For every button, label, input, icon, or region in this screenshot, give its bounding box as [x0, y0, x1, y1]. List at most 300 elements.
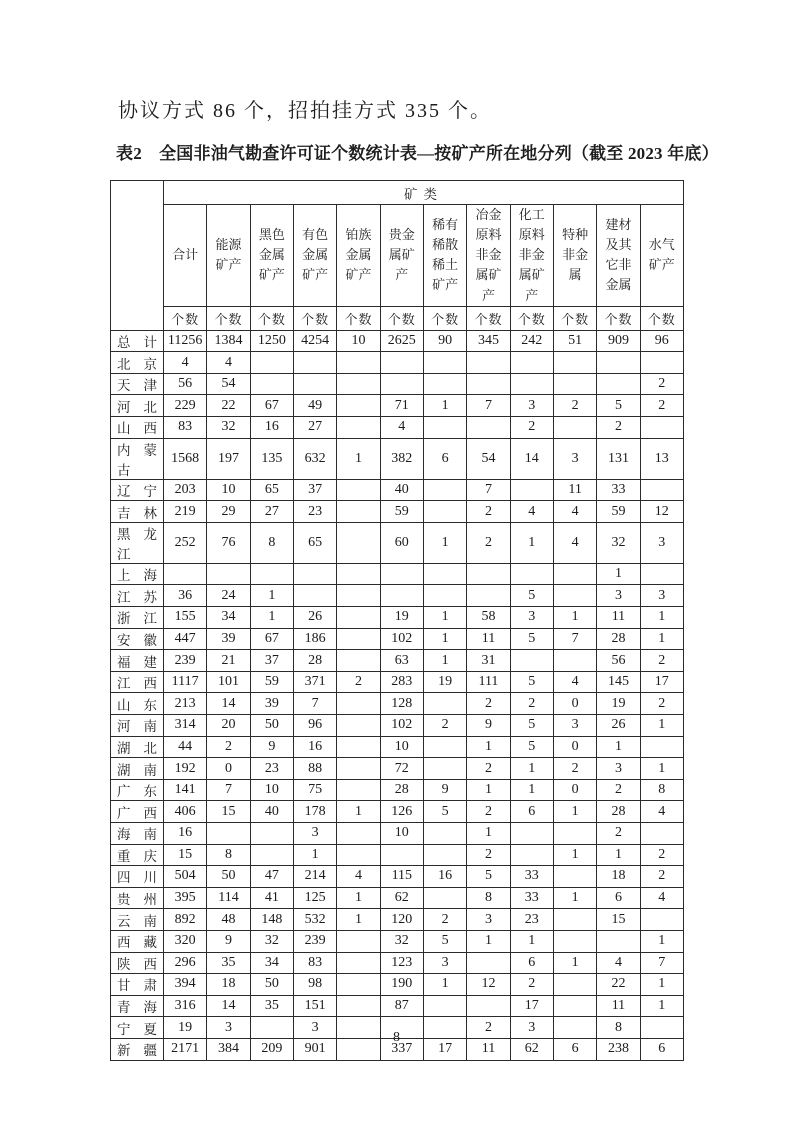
- unit-label: 个数: [553, 306, 596, 330]
- data-cell: [510, 479, 553, 501]
- data-cell: 65: [250, 479, 293, 501]
- data-cell: 17: [423, 1038, 466, 1060]
- data-cell: [337, 974, 380, 996]
- data-cell: 14: [207, 693, 250, 715]
- data-cell: 13: [640, 438, 683, 479]
- data-cell: 4: [597, 952, 640, 974]
- unit-label: 个数: [380, 306, 423, 330]
- column-header-2: 黑色金属矿产: [250, 205, 293, 307]
- data-cell: 14: [510, 438, 553, 479]
- data-cell: [423, 563, 466, 585]
- data-cell: 27: [250, 501, 293, 523]
- data-cell: 135: [250, 438, 293, 479]
- data-cell: [337, 373, 380, 395]
- data-cell: 76: [207, 522, 250, 563]
- data-cell: [467, 952, 510, 974]
- region-label: 湖北: [111, 736, 164, 758]
- data-cell: [553, 995, 596, 1017]
- data-cell: 11256: [164, 330, 207, 352]
- table-row: [111, 974, 684, 996]
- unit-label: 个数: [597, 306, 640, 330]
- paragraph-text: 协议方式 86 个，招拍挂方式 335 个。: [118, 100, 492, 122]
- data-cell: 337: [380, 1038, 423, 1060]
- data-cell: 3: [640, 585, 683, 607]
- data-cell: 2: [467, 758, 510, 780]
- data-cell: 394: [164, 974, 207, 996]
- data-cell: [293, 563, 336, 585]
- data-cell: 2: [467, 844, 510, 866]
- data-cell: 18: [597, 866, 640, 888]
- data-cell: 102: [380, 628, 423, 650]
- data-cell: [553, 585, 596, 607]
- data-cell: [250, 373, 293, 395]
- unit-label: 个数: [510, 306, 553, 330]
- table-row: [111, 887, 684, 909]
- data-cell: 11: [597, 995, 640, 1017]
- region-label: 浙江: [111, 607, 164, 629]
- data-cell: 33: [510, 887, 553, 909]
- data-cell: 5: [467, 866, 510, 888]
- data-cell: 1: [467, 822, 510, 844]
- data-cell: [164, 563, 207, 585]
- data-cell: 229: [164, 395, 207, 417]
- data-cell: 10: [250, 779, 293, 801]
- data-cell: 41: [250, 887, 293, 909]
- data-cell: 18: [207, 974, 250, 996]
- data-cell: 59: [597, 501, 640, 523]
- data-cell: 23: [510, 909, 553, 931]
- data-cell: 3: [510, 607, 553, 629]
- data-cell: 75: [293, 779, 336, 801]
- data-cell: 56: [164, 373, 207, 395]
- table-row: [111, 801, 684, 823]
- table-row: [111, 650, 684, 672]
- data-cell: 1: [423, 522, 466, 563]
- data-cell: [250, 844, 293, 866]
- data-cell: 10: [207, 479, 250, 501]
- data-cell: 1: [293, 844, 336, 866]
- data-cell: 96: [640, 330, 683, 352]
- data-cell: 3: [597, 758, 640, 780]
- data-cell: [423, 417, 466, 439]
- data-cell: 87: [380, 995, 423, 1017]
- data-cell: 447: [164, 628, 207, 650]
- data-cell: [423, 758, 466, 780]
- data-cell: 6: [510, 801, 553, 823]
- data-cell: [597, 352, 640, 374]
- data-cell: 384: [207, 1038, 250, 1060]
- data-cell: [337, 930, 380, 952]
- data-cell: [467, 373, 510, 395]
- data-cell: 7: [293, 693, 336, 715]
- data-cell: 2: [597, 417, 640, 439]
- data-cell: 7: [553, 628, 596, 650]
- data-cell: 32: [250, 930, 293, 952]
- data-cell: [553, 930, 596, 952]
- data-cell: 83: [164, 417, 207, 439]
- data-cell: 15: [164, 844, 207, 866]
- data-cell: 8: [597, 1017, 640, 1039]
- region-label: 甘肃: [111, 974, 164, 996]
- data-cell: 190: [380, 974, 423, 996]
- data-cell: [380, 352, 423, 374]
- data-cell: 50: [207, 866, 250, 888]
- data-cell: 3: [510, 395, 553, 417]
- data-cell: 532: [293, 909, 336, 931]
- data-cell: 3: [207, 1017, 250, 1039]
- data-cell: 4: [337, 866, 380, 888]
- data-cell: 54: [467, 438, 510, 479]
- data-cell: 1: [337, 909, 380, 931]
- data-cell: [423, 501, 466, 523]
- data-cell: 1: [467, 779, 510, 801]
- data-cell: 1384: [207, 330, 250, 352]
- data-cell: [337, 522, 380, 563]
- data-cell: 5: [510, 736, 553, 758]
- data-cell: 33: [510, 866, 553, 888]
- region-label: 宁夏: [111, 1017, 164, 1039]
- table-row: [111, 952, 684, 974]
- data-cell: 3: [293, 822, 336, 844]
- data-cell: 1: [553, 607, 596, 629]
- data-cell: 16: [250, 417, 293, 439]
- table-row: [111, 909, 684, 931]
- data-cell: [337, 628, 380, 650]
- data-cell: 1: [553, 801, 596, 823]
- region-label: 云南: [111, 909, 164, 931]
- data-cell: 1: [337, 438, 380, 479]
- table-row: [111, 373, 684, 395]
- data-cell: [640, 736, 683, 758]
- data-cell: [337, 607, 380, 629]
- data-cell: 125: [293, 887, 336, 909]
- unit-label: 个数: [293, 306, 336, 330]
- data-cell: 155: [164, 607, 207, 629]
- data-cell: 9: [250, 736, 293, 758]
- data-cell: 40: [380, 479, 423, 501]
- data-cell: 632: [293, 438, 336, 479]
- data-cell: [510, 844, 553, 866]
- column-header-10: 建材及其它非金属: [597, 205, 640, 307]
- data-cell: 23: [293, 501, 336, 523]
- data-cell: 11: [467, 1038, 510, 1060]
- data-cell: 209: [250, 1038, 293, 1060]
- data-cell: 1250: [250, 330, 293, 352]
- data-cell: 28: [293, 650, 336, 672]
- data-cell: 72: [380, 758, 423, 780]
- data-cell: [337, 822, 380, 844]
- column-header-3: 有色金属矿产: [293, 205, 336, 307]
- data-cell: 3: [423, 952, 466, 974]
- data-cell: [423, 585, 466, 607]
- data-cell: 65: [293, 522, 336, 563]
- data-cell: 2: [510, 974, 553, 996]
- column-header-row: [111, 205, 684, 307]
- data-cell: 283: [380, 671, 423, 693]
- data-cell: [467, 563, 510, 585]
- data-cell: 90: [423, 330, 466, 352]
- data-cell: 34: [250, 952, 293, 974]
- data-cell: 1: [510, 779, 553, 801]
- data-cell: 2171: [164, 1038, 207, 1060]
- data-cell: 9: [207, 930, 250, 952]
- data-cell: 2: [467, 501, 510, 523]
- data-cell: 2: [553, 758, 596, 780]
- table-row: [111, 736, 684, 758]
- data-cell: [597, 373, 640, 395]
- region-label: 海南: [111, 822, 164, 844]
- data-cell: 21: [207, 650, 250, 672]
- data-cell: [337, 563, 380, 585]
- table-row: [111, 693, 684, 715]
- data-cell: 4: [553, 671, 596, 693]
- region-label: 黑龙江: [111, 522, 164, 563]
- data-cell: [337, 501, 380, 523]
- table-header: [111, 181, 684, 331]
- column-header-8: 化工原料非金属矿产: [510, 205, 553, 307]
- data-cell: 10: [337, 330, 380, 352]
- data-cell: 0: [207, 758, 250, 780]
- data-cell: 2: [597, 779, 640, 801]
- group-header-row: [111, 181, 684, 205]
- data-cell: 6: [423, 438, 466, 479]
- data-cell: 10: [380, 736, 423, 758]
- data-cell: [553, 974, 596, 996]
- data-cell: 83: [293, 952, 336, 974]
- data-cell: 5: [510, 628, 553, 650]
- data-cell: 6: [640, 1038, 683, 1060]
- data-cell: 67: [250, 395, 293, 417]
- data-cell: 214: [293, 866, 336, 888]
- data-cell: [423, 995, 466, 1017]
- data-cell: 320: [164, 930, 207, 952]
- data-cell: [423, 736, 466, 758]
- data-cell: [510, 650, 553, 672]
- data-cell: [207, 822, 250, 844]
- data-cell: 1: [467, 930, 510, 952]
- data-cell: 3: [467, 909, 510, 931]
- data-cell: 11: [597, 607, 640, 629]
- data-cell: 49: [293, 395, 336, 417]
- data-cell: 2: [337, 671, 380, 693]
- table-row: [111, 563, 684, 585]
- data-cell: [510, 352, 553, 374]
- data-cell: 252: [164, 522, 207, 563]
- data-cell: 5: [597, 395, 640, 417]
- data-cell: 35: [207, 952, 250, 974]
- data-cell: 22: [597, 974, 640, 996]
- region-label: 河南: [111, 715, 164, 737]
- data-cell: 37: [250, 650, 293, 672]
- data-cell: [337, 952, 380, 974]
- data-cell: 9: [423, 779, 466, 801]
- table-row: [111, 844, 684, 866]
- column-header-4: 铂族金属矿产: [337, 205, 380, 307]
- data-cell: [250, 563, 293, 585]
- data-cell: 6: [553, 1038, 596, 1060]
- data-cell: 3: [553, 438, 596, 479]
- column-header-9: 特种非金属: [553, 205, 596, 307]
- data-cell: 8: [467, 887, 510, 909]
- data-cell: 28: [597, 628, 640, 650]
- region-label: 安徽: [111, 628, 164, 650]
- data-cell: 39: [207, 628, 250, 650]
- data-cell: 31: [467, 650, 510, 672]
- data-cell: 5: [423, 930, 466, 952]
- data-cell: 1: [423, 395, 466, 417]
- data-cell: 26: [293, 607, 336, 629]
- data-cell: 88: [293, 758, 336, 780]
- table-row: [111, 438, 684, 479]
- data-cell: 2: [510, 417, 553, 439]
- table-row: [111, 779, 684, 801]
- page-number: 8: [393, 1030, 400, 1045]
- data-cell: 48: [207, 909, 250, 931]
- data-cell: [423, 844, 466, 866]
- data-cell: 1: [640, 607, 683, 629]
- data-cell: 40: [250, 801, 293, 823]
- data-cell: [380, 585, 423, 607]
- data-cell: 238: [597, 1038, 640, 1060]
- data-cell: 145: [597, 671, 640, 693]
- table-row: [111, 479, 684, 501]
- data-cell: 1: [640, 758, 683, 780]
- column-header-11: 水气矿产: [640, 205, 683, 307]
- data-cell: 115: [380, 866, 423, 888]
- data-cell: 1: [597, 563, 640, 585]
- data-cell: 2: [597, 822, 640, 844]
- data-cell: 5: [510, 585, 553, 607]
- data-cell: 2: [467, 522, 510, 563]
- data-cell: 14: [207, 995, 250, 1017]
- data-cell: [337, 758, 380, 780]
- data-cell: 96: [293, 715, 336, 737]
- column-header-0: 合计: [164, 205, 207, 307]
- data-cell: 12: [467, 974, 510, 996]
- data-cell: 71: [380, 395, 423, 417]
- data-cell: [640, 563, 683, 585]
- data-cell: 63: [380, 650, 423, 672]
- data-cell: 2: [640, 395, 683, 417]
- data-cell: 51: [553, 330, 596, 352]
- table-row: [111, 930, 684, 952]
- data-cell: 3: [293, 1017, 336, 1039]
- data-cell: 197: [207, 438, 250, 479]
- data-cell: 2: [423, 715, 466, 737]
- data-cell: [423, 822, 466, 844]
- data-cell: 7: [640, 952, 683, 974]
- data-cell: 59: [380, 501, 423, 523]
- unit-label: 个数: [640, 306, 683, 330]
- data-cell: 1: [597, 844, 640, 866]
- region-label: 贵州: [111, 887, 164, 909]
- table-row: [111, 758, 684, 780]
- data-cell: 12: [640, 501, 683, 523]
- data-cell: 1: [337, 887, 380, 909]
- data-cell: 9: [467, 715, 510, 737]
- data-cell: 126: [380, 801, 423, 823]
- region-label: 辽宁: [111, 479, 164, 501]
- data-cell: 395: [164, 887, 207, 909]
- data-cell: 5: [423, 801, 466, 823]
- data-cell: [207, 563, 250, 585]
- data-cell: [337, 650, 380, 672]
- data-cell: 345: [467, 330, 510, 352]
- data-cell: [337, 736, 380, 758]
- data-cell: 3: [597, 585, 640, 607]
- data-cell: 1568: [164, 438, 207, 479]
- table-row: [111, 628, 684, 650]
- data-cell: 4: [553, 522, 596, 563]
- data-cell: 1: [640, 995, 683, 1017]
- region-label: 内蒙古: [111, 438, 164, 479]
- data-cell: 32: [207, 417, 250, 439]
- data-cell: 148: [250, 909, 293, 931]
- data-cell: 17: [510, 995, 553, 1017]
- region-label: 广东: [111, 779, 164, 801]
- data-cell: [510, 563, 553, 585]
- data-cell: 34: [207, 607, 250, 629]
- data-cell: 4: [553, 501, 596, 523]
- data-cell: 15: [207, 801, 250, 823]
- data-cell: 11: [467, 628, 510, 650]
- data-cell: 56: [597, 650, 640, 672]
- table-row: [111, 330, 684, 352]
- unit-row: [111, 306, 684, 330]
- data-cell: 50: [250, 715, 293, 737]
- data-cell: [293, 585, 336, 607]
- data-cell: [380, 563, 423, 585]
- data-cell: [423, 352, 466, 374]
- data-cell: 1: [640, 974, 683, 996]
- data-cell: 131: [597, 438, 640, 479]
- data-cell: [640, 479, 683, 501]
- data-cell: [510, 373, 553, 395]
- data-cell: 5: [510, 715, 553, 737]
- data-cell: 2: [553, 395, 596, 417]
- data-cell: 2: [510, 693, 553, 715]
- data-cell: [380, 844, 423, 866]
- data-cell: 2: [640, 866, 683, 888]
- data-cell: 2: [640, 373, 683, 395]
- data-cell: [337, 417, 380, 439]
- data-cell: 892: [164, 909, 207, 931]
- data-cell: 1: [510, 758, 553, 780]
- region-label: 福建: [111, 650, 164, 672]
- data-cell: 1: [423, 628, 466, 650]
- data-cell: [380, 373, 423, 395]
- region-label: 总计: [111, 330, 164, 352]
- column-header-6: 稀有稀散稀土矿产: [423, 205, 466, 307]
- data-cell: 6: [510, 952, 553, 974]
- data-cell: 3: [640, 522, 683, 563]
- data-cell: 62: [380, 887, 423, 909]
- region-label: 北京: [111, 352, 164, 374]
- data-cell: 1: [640, 628, 683, 650]
- data-cell: 60: [380, 522, 423, 563]
- data-cell: 10: [380, 822, 423, 844]
- data-cell: [510, 822, 553, 844]
- data-cell: 296: [164, 952, 207, 974]
- table-row: [111, 417, 684, 439]
- region-label: 河北: [111, 395, 164, 417]
- region-label: 上海: [111, 563, 164, 585]
- data-cell: [553, 822, 596, 844]
- data-cell: 32: [597, 522, 640, 563]
- data-cell: 101: [207, 671, 250, 693]
- data-cell: [640, 417, 683, 439]
- region-label: 广西: [111, 801, 164, 823]
